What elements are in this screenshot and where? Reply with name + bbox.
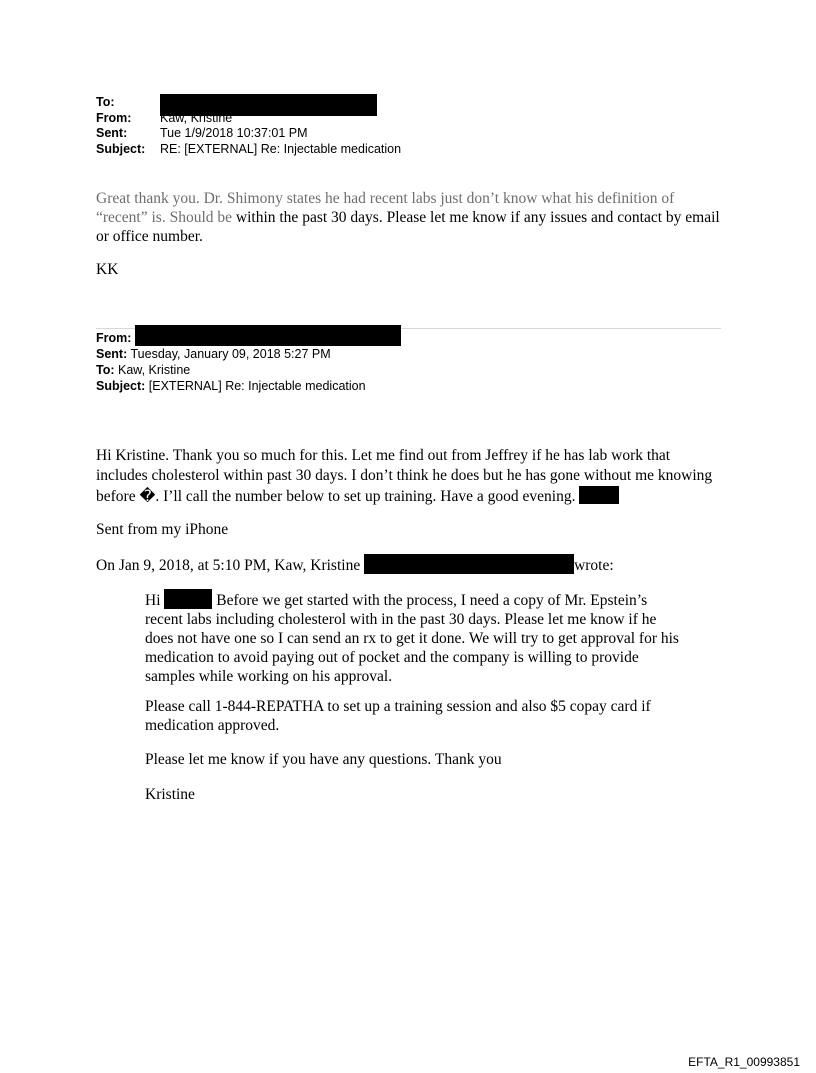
quoted-paragraph-2: Please call 1-844-REPATHA to set up a training session and also $5 copay card if medication approved. xyxy=(145,698,651,734)
email-header-forwarded xyxy=(96,330,366,394)
redaction-signature xyxy=(579,486,619,504)
wrote-prefix: On Jan 9, 2018, at 5:10 PM, Kaw, Kristine xyxy=(96,557,361,574)
sent-value: Tue 1/9/2018 10:37:01 PM xyxy=(160,126,308,140)
wrote-line xyxy=(96,554,716,576)
wrote-suffix: wrote: xyxy=(574,557,614,574)
to-label-2: To: xyxy=(96,363,115,377)
subject-label-2: Subject: xyxy=(96,379,146,393)
to-label: To: xyxy=(96,95,115,109)
subject-value: RE: [EXTERNAL] Re: Injectable medication xyxy=(160,141,402,156)
subject-row xyxy=(96,142,401,158)
quoted-paragraph-3: Please let me know if you have any questions. Thank you xyxy=(145,751,502,768)
to-row xyxy=(96,95,401,111)
sent-row-2 xyxy=(96,346,366,362)
email-header-top xyxy=(96,95,401,157)
from-value: Kaw, Kristine xyxy=(160,110,233,125)
message-text: Hi Kristine. Thank you so much for this. Let me find out from Jeffrey if he has lab work that includes cholesterol within past 30 days. I don’t think he does but he has gone without me knowing before �. I’ll call the number below to set up training. Have a good evening. xyxy=(96,447,713,505)
message-paragraph xyxy=(96,446,716,507)
reply-signoff: KK xyxy=(96,261,119,278)
sent-row xyxy=(96,126,401,142)
subject-row-2 xyxy=(96,378,366,394)
quoted-hi: Hi xyxy=(145,592,161,609)
from-label: From: xyxy=(96,110,132,125)
sent-value-2: Tuesday, January 09, 2018 5:27 PM xyxy=(127,347,331,361)
to-row-2 xyxy=(96,362,366,378)
redaction-email xyxy=(364,554,574,574)
sent-label-2: Sent: xyxy=(96,347,128,361)
from-label-2: From: xyxy=(96,331,132,345)
sent-from-line: Sent from my iPhone xyxy=(96,521,229,538)
redaction-name xyxy=(164,589,212,609)
from-row-2 xyxy=(96,330,366,346)
subject-label: Subject: xyxy=(96,141,146,156)
quoted-signature: Kristine xyxy=(145,786,195,803)
to-value-2: Kaw, Kristine xyxy=(114,363,191,377)
reply-black-text: within the past 30 days. Please let me know if any issues and contact by email or office number. xyxy=(96,209,720,245)
reply-grey-text: Great thank you. Dr. Shimony states he had recent labs just don’t know what his definition of “recent” is. Should be xyxy=(96,190,675,226)
subject-value-2: [EXTERNAL] Re: Injectable medication xyxy=(145,379,366,393)
sent-label: Sent: xyxy=(96,126,128,140)
quoted-paragraph-1 xyxy=(145,589,685,686)
reply-body xyxy=(96,189,726,246)
quoted-p1-text: Before we get started with the process, I need a copy of Mr. Epstein’s recent labs including cholesterol with in the past 30 days. Please let me know if he does not have one so I can send an rx to get it done. We will try to get approval for his medication to avoid paying out of pocket and the company is willing to provide samples while working on his approval. xyxy=(145,592,679,685)
document-id-footer: EFTA_R1_00993851 xyxy=(688,1055,800,1069)
